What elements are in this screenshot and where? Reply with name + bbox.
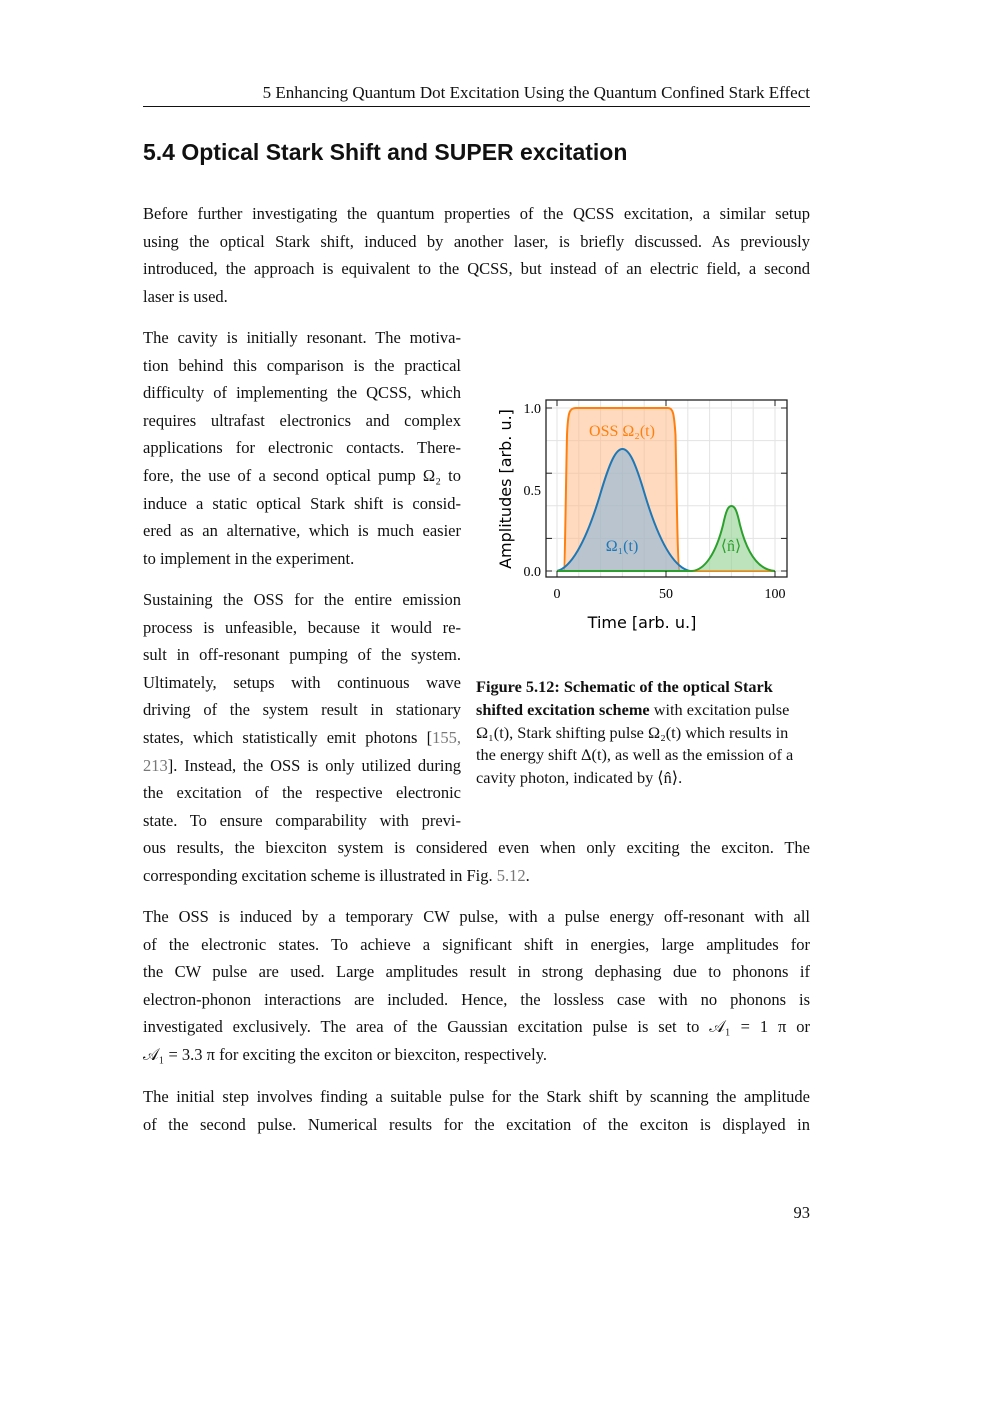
caption-title: Figure 5.12: Schematic of the optical Stark shifted excitation scheme <box>476 677 773 719</box>
text-line: introduced, the approach is equivalent to the QCSS, but instead of an electric field, a second <box>143 259 810 279</box>
running-header: 5 Enhancing Quantum Dot Excitation Using the Quantum Confined Stark Effect <box>262 83 810 102</box>
text-line: driving of the system result in stationary <box>143 700 461 720</box>
text-line: The initial step involves finding a suitable pulse for the Stark shift by scanning the amplitude <box>143 1087 810 1106</box>
xtick-label: 0 <box>553 587 561 602</box>
paragraph-3 <box>143 586 461 834</box>
text-line: requires ultrafast electronics and complex <box>143 410 461 430</box>
figure-caption <box>476 676 810 790</box>
text-line <box>143 752 461 780</box>
text-line: process is unfeasible, because it would re- <box>143 617 461 637</box>
oss-annotation: OSS Ω₂(t) <box>589 423 655 440</box>
chart-svg <box>490 395 800 645</box>
text-line: The OSS is induced by a temporary CW pulse, with a pulse energy off-resonant with all <box>143 907 810 926</box>
page-number: 93 <box>793 1203 810 1222</box>
text-line: ous results, the biexciton system is considered even when only exciting the exciton. The <box>143 838 810 857</box>
photon-annotation: ⟨n̂⟩ <box>720 538 742 555</box>
text-line: Sustaining the OSS for the entire emission <box>143 590 461 609</box>
xtick-label: 100 <box>764 587 786 602</box>
caption-text: with excitation pulse Ω₁(t), Stark shifting pulse Ω₂(t) which results in the energy shift Δ(t), as well as the emission of a cavity photon, indicated by ⟨n̂⟩. <box>476 699 794 788</box>
text-line: The cavity is initially resonant. The motiva- <box>143 328 461 347</box>
paragraph-4 <box>143 903 810 1069</box>
text-line: of the second pulse. Numerical results for the excitation of the exciton is displayed in <box>143 1114 810 1134</box>
text-line: applications for electronic contacts. There- <box>143 438 461 458</box>
text-line: induce a static optical Stark shift is consid- <box>143 493 461 513</box>
text-line: state. To ensure comparability with previ- <box>143 810 461 830</box>
text-line: sult in off-resonant pumping of the system. <box>143 645 461 665</box>
text-line: of the electronic states. To achieve a significant shift in energies, large amplitudes for <box>143 934 810 954</box>
text-line: electron-phonon interactions are included. Hence, the lossless case with no phonons is <box>143 989 810 1009</box>
text-line <box>143 724 461 752</box>
text-line: investigated exclusively. The area of the Gaussian excitation pulse is set to 𝒜₁ = 1 π or <box>143 1017 810 1037</box>
text-line: laser is used. <box>143 286 228 306</box>
y-axis-label: Amplitudes [arb. u.] <box>496 409 515 569</box>
text-fragment: . <box>525 865 530 885</box>
header-rule <box>143 106 810 107</box>
section-heading: 5.4 Optical Stark Shift and SUPER excitation <box>143 139 628 165</box>
x-axis-label: Time [arb. u.] <box>587 613 697 632</box>
ytick-label: 0.5 <box>523 484 541 499</box>
xtick-label: 50 <box>659 587 673 602</box>
paragraph-1 <box>143 200 810 310</box>
figure-5-12-plot <box>490 395 800 645</box>
omega1-annotation: Ω₁(t) <box>605 538 639 555</box>
text-line: fore, the use of a second optical pump Ω₂ to <box>143 465 461 485</box>
text-line: difficulty of implementing the QCSS, which <box>143 383 461 403</box>
ytick-label: 0.0 <box>523 565 541 580</box>
text-fragment: states, which statistically emit photons [ <box>143 727 433 747</box>
paragraph-5 <box>143 1083 810 1138</box>
figure-ref-link[interactable]: 5.12 <box>496 865 526 885</box>
text-line: the excitation of the respective electronic <box>143 783 461 803</box>
citation-link[interactable]: 213 <box>143 755 168 775</box>
text-line: tion behind this comparison is the practical <box>143 355 461 375</box>
text-line: to implement in the experiment. <box>143 548 355 568</box>
ytick-label: 1.0 <box>523 402 541 417</box>
text-fragment: corresponding excitation scheme is illustrated in Fig. <box>143 865 497 885</box>
text-line <box>143 862 810 890</box>
paragraph-2 <box>143 324 461 572</box>
text-line: the CW pulse are used. Large amplitudes result in strong dephasing due to phonons if <box>143 962 810 982</box>
text-line: Ultimately, setups with continuous wave <box>143 672 461 692</box>
text-fragment: ]. Instead, the OSS is only utilized during <box>167 755 461 775</box>
text-line: Before further investigating the quantum properties of the QCSS excitation, a similar setup <box>143 204 810 223</box>
citation-link[interactable]: 155, <box>432 727 461 747</box>
paragraph-3-continued <box>143 834 810 889</box>
text-line: ered as an alternative, which is much easier <box>143 521 461 541</box>
text-line: 𝒜₁ = 3.3 π for exciting the exciton or biexciton, respectively. <box>143 1044 548 1064</box>
text-line: using the optical Stark shift, induced by another laser, is briefly discussed. As previously <box>143 231 810 251</box>
